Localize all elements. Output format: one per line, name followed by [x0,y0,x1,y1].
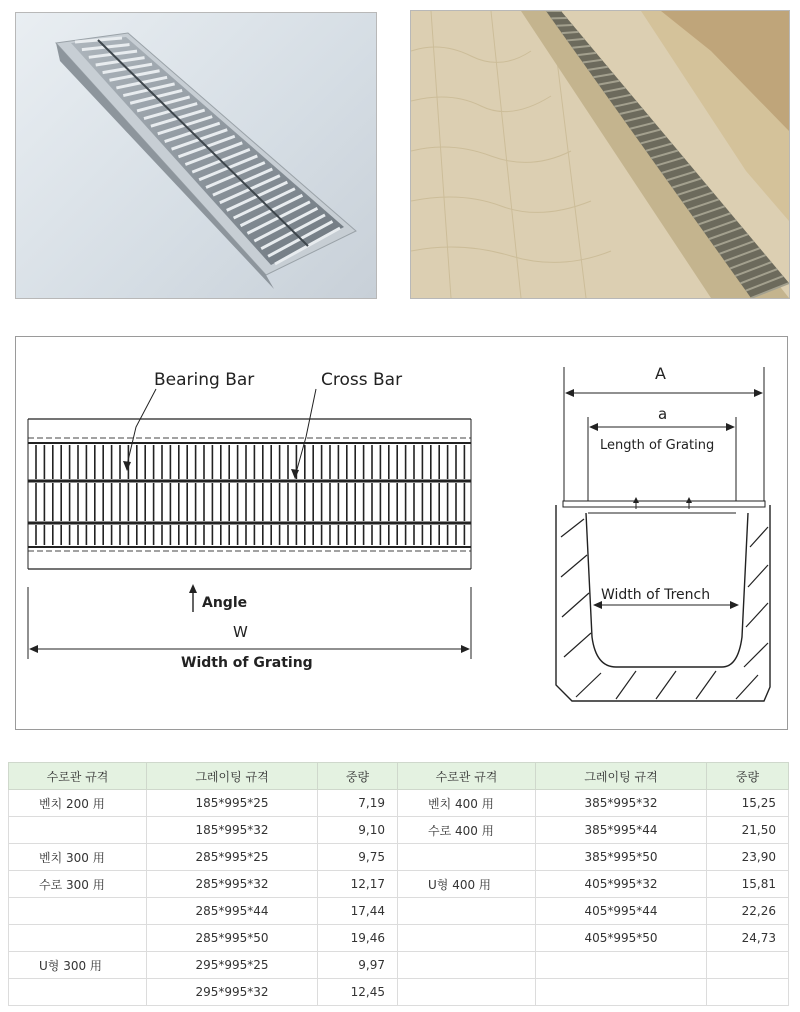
trench-section-view [556,364,770,701]
cell-grating-spec [536,952,707,979]
cell-grating-spec: 385*995*50 [536,844,707,871]
cell-weight: 24,73 [707,925,789,952]
cell-grating-spec: 285*995*50 [147,925,318,952]
cell-grating-spec: 295*995*32 [147,979,318,1006]
table-row [9,979,789,1006]
grating-product-image [16,13,376,298]
cell-weight: 22,26 [707,898,789,925]
cell-pipe-spec [398,925,536,952]
cell-pipe-spec: 벤치 200 用 [9,790,147,817]
cell-weight: 9,75 [318,844,398,871]
cell-weight [707,952,789,979]
header-pipe-spec: 수로관 규격 [9,763,147,790]
cell-grating-spec: 405*995*44 [536,898,707,925]
table-header-row [9,763,789,790]
cell-weight: 15,81 [707,871,789,898]
grating-plan-view [28,419,471,569]
grating-spec-table [8,762,789,1006]
cell-grating-spec: 405*995*32 [536,871,707,898]
header-weight: 중량 [707,763,789,790]
table-row [9,871,789,898]
cell-pipe-spec: 수로 300 用 [9,871,147,898]
cell-pipe-spec: U형 400 用 [398,871,536,898]
header-grating-spec: 그레이팅 규격 [536,763,707,790]
grating-installed-photo [410,10,790,299]
w-dimension-label: W [233,623,248,641]
cell-weight: 21,50 [707,817,789,844]
width-of-grating-label: Width of Grating [181,655,313,671]
cell-grating-spec: 295*995*25 [147,952,318,979]
grating-product-photo [15,12,377,299]
cell-pipe-spec [398,898,536,925]
header-pipe-spec: 수로관 규격 [398,763,536,790]
dim-A-label: A [655,364,666,383]
cell-pipe-spec [398,844,536,871]
cell-weight: 9,97 [318,952,398,979]
cell-grating-spec: 285*995*25 [147,844,318,871]
table-row [9,952,789,979]
table-row [9,898,789,925]
cell-weight [707,979,789,1006]
cell-pipe-spec [9,925,147,952]
bearing-bar-label: Bearing Bar [154,370,255,390]
width-of-trench-label: Width of Trench [601,587,711,603]
length-of-grating-label: Length of Grating [600,438,715,453]
cell-grating-spec: 385*995*44 [536,817,707,844]
cell-weight: 7,19 [318,790,398,817]
cell-weight: 23,90 [707,844,789,871]
cell-pipe-spec [9,979,147,1006]
cell-grating-spec: 405*995*50 [536,925,707,952]
cell-pipe-spec [9,817,147,844]
cell-weight: 17,44 [318,898,398,925]
cell-pipe-spec: 벤치 300 用 [9,844,147,871]
cell-pipe-spec [398,979,536,1006]
header-weight: 중량 [318,763,398,790]
cell-pipe-spec: 벤치 400 用 [398,790,536,817]
grating-technical-diagram [15,336,788,730]
cell-weight: 9,10 [318,817,398,844]
cell-grating-spec: 185*995*25 [147,790,318,817]
cell-weight: 19,46 [318,925,398,952]
grating-installed-image [411,11,789,298]
table-row [9,790,789,817]
cell-pipe-spec: U형 300 用 [9,952,147,979]
cell-weight: 12,45 [318,979,398,1006]
cell-grating-spec: 385*995*32 [536,790,707,817]
cell-pipe-spec [9,898,147,925]
table-row [9,817,789,844]
table-row [9,844,789,871]
cell-pipe-spec: 수로 400 用 [398,817,536,844]
cell-grating-spec: 185*995*32 [147,817,318,844]
dim-a-label: a [658,405,668,423]
cell-grating-spec: 285*995*44 [147,898,318,925]
cell-weight: 15,25 [707,790,789,817]
cell-grating-spec: 285*995*32 [147,871,318,898]
cell-pipe-spec [398,952,536,979]
table-row [9,925,789,952]
angle-label: Angle [202,595,248,611]
cell-weight: 12,17 [318,871,398,898]
header-grating-spec: 그레이팅 규격 [147,763,318,790]
cross-bar-label: Cross Bar [321,370,403,390]
cell-grating-spec [536,979,707,1006]
